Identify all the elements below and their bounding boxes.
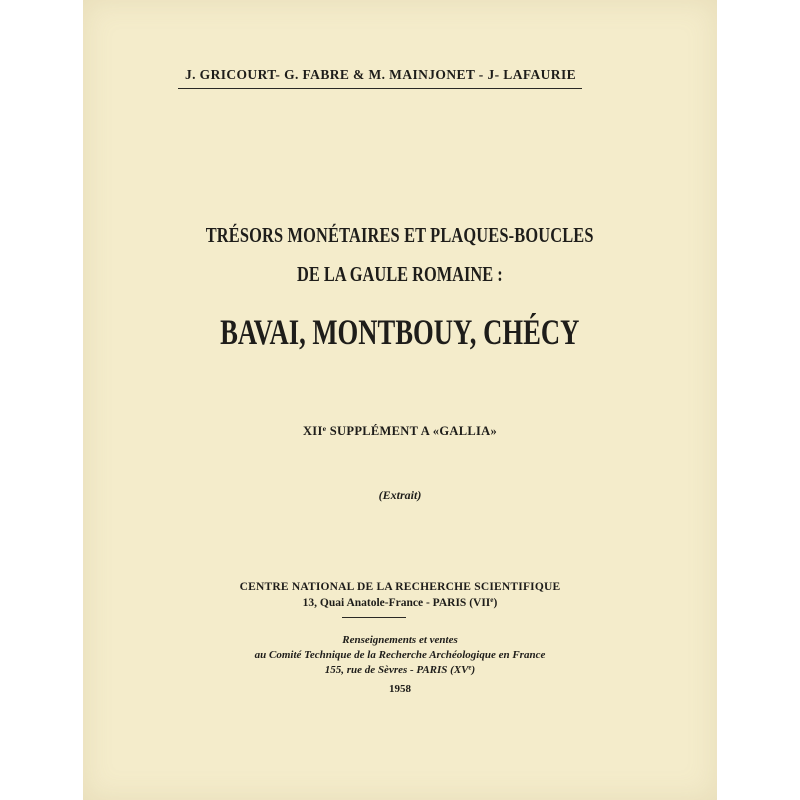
sales-info-address-suffix: e	[468, 664, 472, 672]
authors-underline	[178, 88, 582, 89]
title-line-2	[83, 262, 717, 287]
publisher-address	[83, 597, 717, 609]
publisher-address-suffix: e	[490, 596, 494, 605]
sales-info-line-2: au Comité Technique de la Recherche Archéologique en France	[254, 649, 546, 661]
extract-note: (Extrait)	[378, 488, 422, 502]
supplement-line	[83, 424, 717, 439]
sales-info-line-3	[83, 664, 717, 676]
publication-year: 1958	[389, 683, 411, 695]
main-title	[83, 311, 717, 353]
sales-info-line-1: Renseignements et ventes	[342, 634, 458, 646]
supplement-numeral: XII	[302, 424, 323, 438]
supplement-numeral-suffix: e	[322, 423, 327, 433]
publisher-name: CENTRE NATIONAL DE LA RECHERCHE SCIENTIFIQUE	[239, 581, 561, 593]
main-title-text: BAVAI, MONTBOUY, CHÉCY	[220, 312, 580, 352]
publisher-address-text: 13, Quai Anatole-France - PARIS (VII	[302, 597, 491, 609]
sales-info-address: 155, rue de Sèvres - PARIS (XV	[324, 664, 469, 676]
title-line-1	[83, 223, 717, 248]
publisher-address-close: )	[493, 597, 498, 609]
divider-rule	[342, 617, 406, 618]
document-page	[83, 0, 717, 800]
supplement-text: SUPPLÉMENT A «GALLIA»	[326, 424, 498, 438]
title-line-1-text: TRÉSORS MONÉTAIRES ET PLAQUES-BOUCLES	[206, 223, 594, 247]
sales-info-address-close: )	[471, 664, 476, 676]
title-line-2-text: DE LA GAULE ROMAINE :	[297, 262, 503, 286]
authors-line: J. GRICOURT- G. FABRE & M. MAINJONET - J- LAFAURIE	[184, 67, 577, 82]
